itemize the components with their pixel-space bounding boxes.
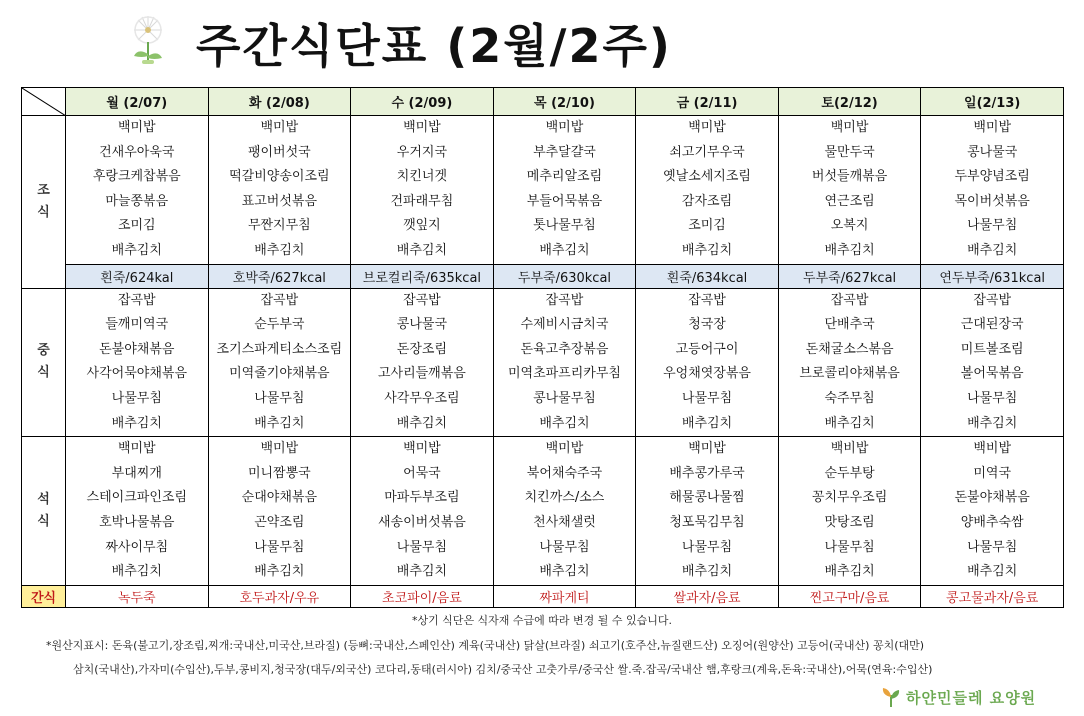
day-menu-cell (66, 437, 209, 586)
menu-item: 배추김치 (967, 242, 1018, 258)
menu-item: 배추김치 (111, 415, 162, 431)
change-notice: *상기 식단은 식자재 수급에 따라 변경 될 수 있습니다. (411, 614, 673, 627)
day-header: 일(2/13) (921, 88, 1064, 116)
menu-item: 치킨너겟 (396, 169, 448, 185)
menu-item: 단배추국 (824, 317, 875, 333)
menu-item: 백미밥 (117, 441, 156, 457)
menu-item: 백미밥 (117, 120, 156, 135)
menu-item: 메추리알조림 (526, 169, 603, 185)
menu-item: 북어채숙주국 (526, 465, 603, 481)
menu-item: 콩나물국 (396, 317, 448, 333)
menu-item: 호박나물볶음 (99, 514, 175, 530)
menu-item: 어묵국 (403, 465, 441, 481)
menu-item: 잡곡밥 (117, 292, 156, 308)
menu-item: 청국장 (688, 317, 726, 333)
menu-item: 배추콩가루국 (669, 465, 745, 481)
menu-item: 새송이버섯볶음 (377, 514, 466, 530)
title-row (0, 0, 1084, 84)
menu-item: 순두부탕 (824, 465, 875, 481)
day-menu-cell (921, 288, 1064, 437)
menu-item: 사각어묵야채볶음 (86, 366, 188, 382)
page-title: 주간식단표 (2월/2주) (196, 19, 672, 73)
leaf-icon (880, 685, 902, 709)
menu-item: 잡곡밥 (260, 292, 299, 308)
menu-item: 쇠고기무우국 (669, 144, 745, 160)
menu-item: 짜사이무침 (105, 539, 169, 555)
day-menu-cell (66, 116, 209, 265)
day-menu-cell (351, 437, 494, 586)
porridge-cell: 두부죽/630kcal (493, 264, 636, 288)
snack-row (22, 585, 1064, 607)
menu-item: 나물무침 (681, 390, 733, 406)
day-menu-cell (921, 437, 1064, 586)
meal-row (22, 288, 1064, 437)
day-menu-cell (636, 116, 779, 265)
dandelion-icon (128, 14, 168, 66)
porridge-cell: 흰죽/624kal (66, 264, 209, 288)
menu-item: 팽이버섯국 (247, 144, 311, 160)
menu-item: 배추김치 (681, 415, 733, 431)
day-menu-cell (66, 288, 209, 437)
menu-item: 배추김치 (111, 242, 162, 258)
menu-item: 우엉채엿장볶음 (663, 366, 751, 382)
day-header: 토(2/12) (778, 88, 921, 116)
menu-item: 나물무침 (967, 539, 1018, 555)
snack-label: 간식 (22, 585, 66, 607)
day-menu-cell (636, 288, 779, 437)
porridge-row (22, 264, 1064, 288)
meal-label: 조 식 (22, 116, 66, 289)
menu-item: 표고버섯볶음 (241, 193, 318, 209)
menu-item: 잡곡밥 (403, 292, 441, 308)
menu-item: 부들어묵볶음 (526, 193, 603, 209)
menu-item: 마파두부조림 (384, 490, 460, 506)
menu-item: 떡갈비양송이조림 (229, 169, 330, 185)
menu-item: 브로콜리야채볶음 (799, 366, 900, 382)
menu-item: 톳나물무침 (533, 218, 596, 234)
day-menu-cell (208, 288, 351, 437)
menu-item: 잡곡밥 (688, 292, 726, 308)
menu-item: 연근조림 (824, 193, 875, 209)
menu-item: 배추김치 (824, 415, 875, 431)
menu-item: 건새우아욱국 (99, 144, 175, 160)
menu-item: 조미김 (688, 218, 726, 234)
menu-item: 두부양념조림 (954, 169, 1030, 185)
menu-item: 수제비시금치국 (520, 317, 609, 333)
menu-item: 곤약조림 (254, 514, 305, 530)
menu-item: 돈불야채볶음 (99, 341, 175, 357)
day-menu-cell (208, 437, 351, 586)
menu-item: 백미밥 (545, 120, 584, 135)
day-header: 화 (2/08) (208, 88, 351, 116)
menu-table (21, 87, 1064, 608)
menu-item: 백비밥 (830, 441, 869, 457)
menu-item: 배추김치 (539, 415, 590, 431)
porridge-cell: 흰죽/634kcal (636, 264, 779, 288)
menu-item: 나물무침 (254, 539, 305, 555)
menu-item: 백미밥 (830, 120, 869, 135)
menu-item: 미역초파프리카무침 (507, 366, 621, 382)
day-menu-cell (778, 116, 921, 265)
menu-item: 사각무우조림 (384, 390, 460, 406)
meal-label: 중 식 (22, 288, 66, 437)
menu-item: 나물무침 (254, 390, 305, 406)
brand-name: 하얀민들레 요양원 (906, 688, 1037, 707)
snack-cell: 초코파이/음료 (351, 585, 494, 607)
menu-item: 백미밥 (260, 120, 299, 135)
menu-item: 천사채샐럿 (533, 514, 596, 530)
menu-item: 백미밥 (403, 441, 441, 457)
menu-item: 배추김치 (967, 415, 1018, 431)
menu-item: 맛탕조림 (824, 514, 875, 530)
menu-item: 백미밥 (545, 441, 584, 457)
menu-item: 버섯들깨볶음 (811, 169, 888, 185)
menu-item: 배추김치 (111, 564, 162, 580)
menu-item: 목이버섯볶음 (954, 193, 1030, 209)
origin-info-line: *원산지표시: 돈육(불고기,장조림,찌개:국내산,미국산,브라질) (등뼈:국내산,스페인산) 계육(국내산) 닭살(브라질) 쇠고기(호주산,뉴질랜드산) 오징어(원양산) 고등어(국내산) 꽁치(대만) (46, 639, 925, 652)
menu-item: 감자조림 (681, 193, 733, 209)
menu-item: 미역국 (973, 465, 1012, 481)
porridge-cell: 두부죽/627kcal (778, 264, 921, 288)
menu-item: 콩나물국 (967, 144, 1018, 160)
menu-item: 나물무침 (681, 539, 733, 555)
menu-item: 순대야채볶음 (241, 490, 318, 506)
day-header: 수 (2/09) (351, 88, 494, 116)
menu-item: 나물무침 (967, 390, 1018, 406)
menu-item: 배추김치 (396, 564, 448, 580)
day-menu-cell (921, 116, 1064, 265)
menu-item: 양배추숙쌈 (960, 514, 1024, 530)
menu-item: 미니짬뽕국 (247, 465, 311, 481)
menu-item: 배추김치 (254, 415, 305, 431)
snack-cell: 쌀과자/음료 (636, 585, 779, 607)
day-menu-cell (493, 288, 636, 437)
snack-cell: 짜파게티 (493, 585, 636, 607)
menu-item: 치킨까스/소스 (524, 490, 605, 506)
menu-item: 돈육고추장볶음 (520, 341, 609, 357)
menu-item: 숙주무침 (824, 390, 875, 406)
day-header-row (22, 88, 1064, 116)
menu-item: 돈불야채볶음 (954, 490, 1030, 506)
menu-item: 마늘쫑볶음 (105, 193, 169, 209)
menu-item: 깻잎지 (403, 218, 441, 234)
porridge-cell: 브로컬리죽/635kcal (351, 264, 494, 288)
menu-item: 배추김치 (824, 564, 875, 580)
menu-item: 물만두국 (824, 144, 875, 160)
menu-item: 배추김치 (254, 564, 305, 580)
menu-item: 무짠지무침 (247, 218, 311, 234)
menu-item: 배추김치 (681, 242, 733, 258)
day-menu-cell (636, 437, 779, 586)
menu-item: 나물무침 (539, 539, 590, 555)
menu-item: 부대찌개 (111, 465, 162, 481)
menu-item: 잡곡밥 (545, 292, 584, 308)
menu-item: 부추달걀국 (533, 144, 596, 160)
menu-item: 잡곡밥 (830, 292, 869, 308)
menu-item: 우거지국 (396, 144, 448, 160)
diagonal-line (22, 88, 66, 116)
menu-item: 배추김치 (396, 242, 448, 258)
menu-item: 해물콩나물찜 (669, 490, 745, 506)
menu-item: 배추김치 (539, 564, 590, 580)
menu-item: 조미김 (117, 218, 156, 234)
origin-info-line: 삼치(국내산),가자미(수입산),두부,콩비지,청국장(대두/외국산) 코다리,동태(러시아) 김치/중국산 고춧가루/중국산 쌀.죽.잡곡/국내산 햄,후랑크(계육,돈육:국내산),어묵(연육:수입산) (73, 663, 933, 676)
menu-item: 나물무침 (824, 539, 875, 555)
menu-item: 들깨미역국 (105, 317, 169, 333)
menu-item: 배추김치 (254, 242, 305, 258)
meal-row (22, 116, 1064, 265)
day-menu-cell (778, 437, 921, 586)
menu-item: 순두부국 (254, 317, 305, 333)
menu-item: 돈장조림 (396, 341, 448, 357)
day-header: 목 (2/10) (493, 88, 636, 116)
menu-item: 고사리들깨볶음 (377, 366, 466, 382)
menu-item: 배추김치 (539, 242, 590, 258)
day-menu-cell (351, 116, 494, 265)
menu-item: 백미밥 (688, 120, 726, 135)
menu-item: 돈채굴소스볶음 (805, 341, 894, 357)
day-header: 월 (2/07) (66, 88, 209, 116)
day-menu-cell (351, 288, 494, 437)
menu-item: 스테이크파인조림 (86, 490, 188, 506)
porridge-cell: 연두부죽/631kcal (921, 264, 1064, 288)
meal-row (22, 437, 1064, 586)
menu-item: 나물무침 (967, 218, 1018, 234)
menu-item: 미역줄기야채볶음 (229, 366, 330, 382)
meal-label: 석 식 (22, 437, 66, 586)
day-menu-cell (778, 288, 921, 437)
menu-item: 배추김치 (396, 415, 448, 431)
menu-item: 미트볼조림 (960, 341, 1024, 357)
brand-logo (880, 684, 1036, 710)
menu-item: 오복지 (830, 218, 869, 234)
menu-item: 옛날소세지조림 (663, 169, 751, 185)
menu-item: 백미밥 (688, 441, 726, 457)
snack-cell: 호두과자/우유 (208, 585, 351, 607)
corner-cell (22, 88, 66, 116)
menu-item: 조기스파게티소스조림 (216, 341, 343, 357)
day-header: 금 (2/11) (636, 88, 779, 116)
porridge-cell: 호박죽/627kcal (208, 264, 351, 288)
snack-cell: 찐고구마/음료 (778, 585, 921, 607)
day-menu-cell (493, 116, 636, 265)
menu-item: 청포묵김무침 (669, 514, 745, 530)
menu-item: 콩나물무침 (533, 390, 596, 406)
menu-item: 배추김치 (967, 564, 1018, 580)
menu-item: 백비밥 (973, 441, 1012, 457)
menu-item: 잡곡밥 (973, 292, 1012, 308)
snack-cell: 콩고물과자/음료 (921, 585, 1064, 607)
menu-item: 꽁치무우조림 (811, 490, 888, 506)
menu-item: 나물무침 (396, 539, 448, 555)
menu-item: 백미밥 (260, 441, 299, 457)
snack-cell: 녹두죽 (66, 585, 209, 607)
menu-item: 나물무침 (111, 390, 162, 406)
menu-item: 건파래무침 (390, 193, 454, 209)
menu-item: 백미밥 (973, 120, 1012, 135)
menu-item: 근대된장국 (960, 317, 1024, 333)
day-menu-cell (208, 116, 351, 265)
menu-item: 고등어구이 (675, 341, 739, 357)
day-menu-cell (493, 437, 636, 586)
menu-item: 후랑크케찹볶음 (92, 169, 181, 185)
menu-item: 배추김치 (824, 242, 875, 258)
menu-item: 배추김치 (681, 564, 733, 580)
menu-item: 볼어묵볶음 (960, 366, 1024, 382)
menu-item: 백미밥 (403, 120, 441, 135)
